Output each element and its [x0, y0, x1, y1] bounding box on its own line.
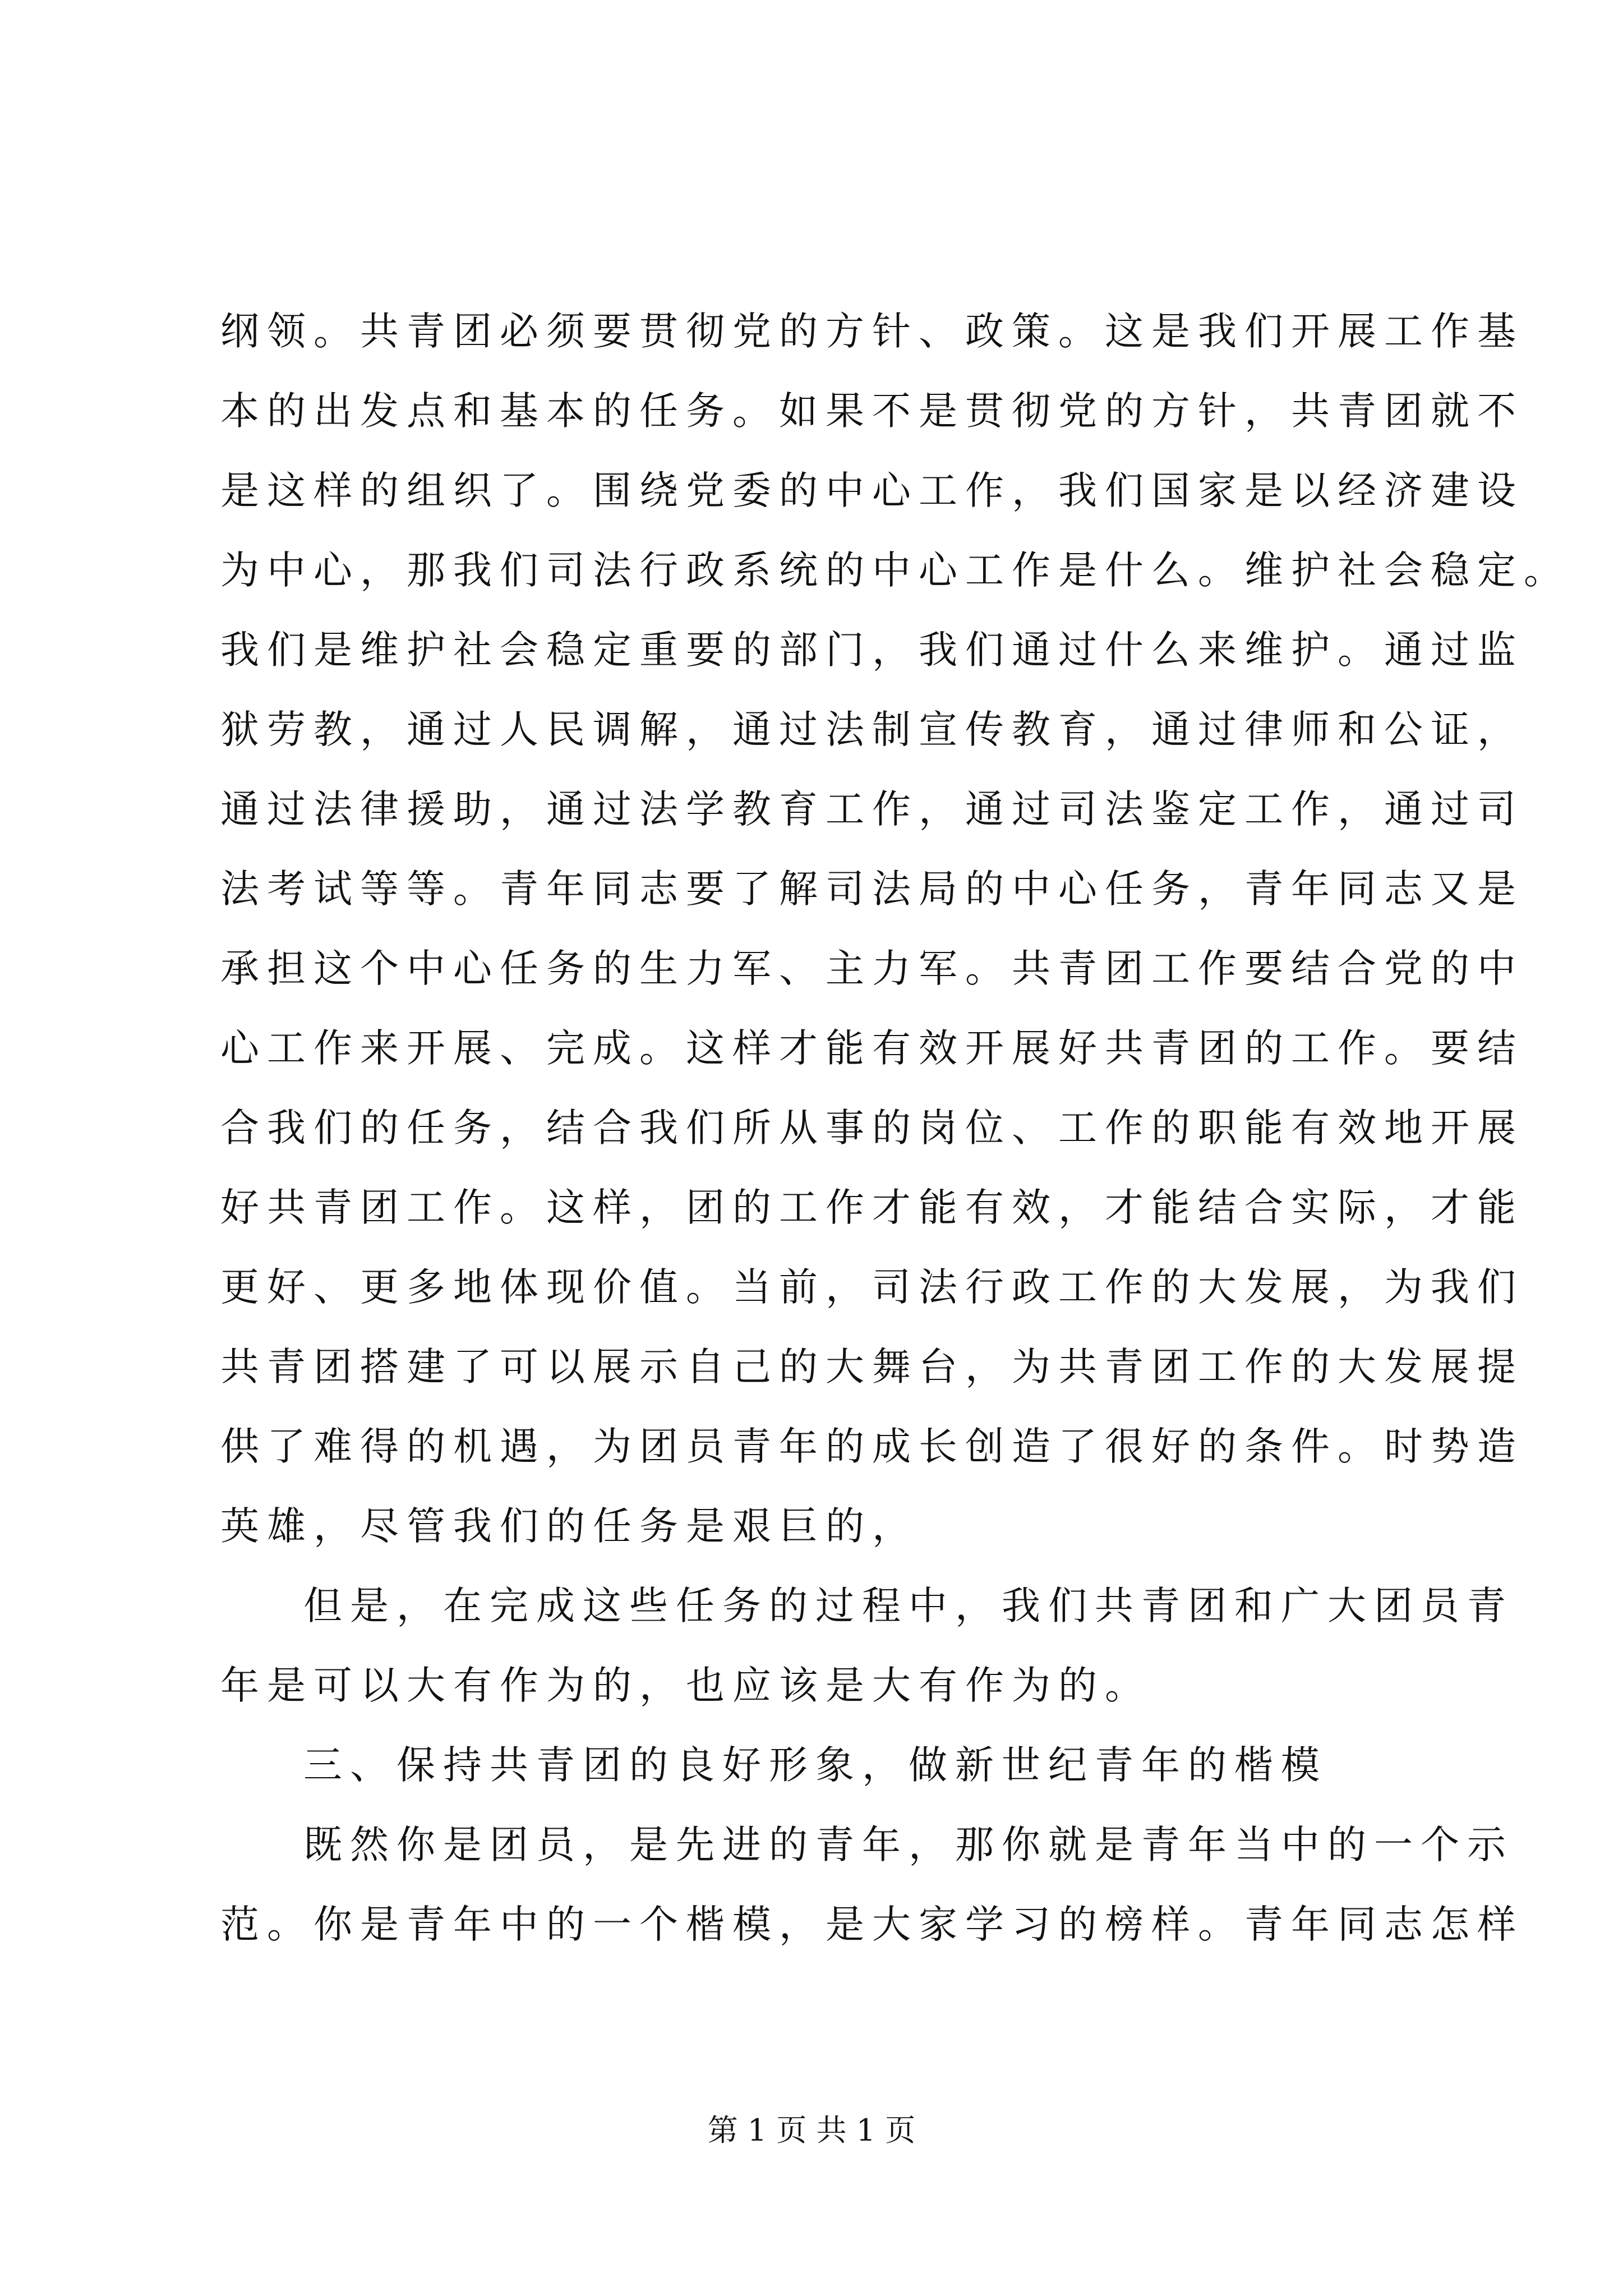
text-line: 狱劳教，通过人民调解，通过法制宣传教育，通过律师和公证，: [220, 707, 1524, 752]
text-line: 三、保持共青团的良好形象，做新世纪青年的楷模: [303, 1743, 1327, 1788]
page-footer: 第 1 页 共 1 页: [707, 2113, 916, 2148]
text-line: 合我们的任务，结合我们所从事的岗位、工作的职能有效地开展: [220, 1106, 1524, 1151]
text-line: 纲领。共青团必须要贯彻党的方针、政策。这是我们开展工作基: [220, 309, 1524, 354]
text-line: 供了难得的机遇，为团员青年的成长创造了很好的条件。时势造: [220, 1424, 1524, 1469]
text-line: 好共青团工作。这样，团的工作才能有效，才能结合实际，才能: [220, 1185, 1524, 1230]
text-line: 通过法律援助，通过法学教育工作，通过司法鉴定工作，通过司: [220, 787, 1524, 832]
text-line: 为中心，那我们司法行政系统的中心工作是什么。维护社会稳定。: [220, 548, 1570, 593]
text-line: 承担这个中心任务的生力军、主力军。共青团工作要结合党的中: [220, 946, 1524, 991]
text-line: 我们是维护社会稳定重要的部门，我们通过什么来维护。通过监: [220, 628, 1524, 673]
text-line: 范。你是青年中的一个楷模，是大家学习的榜样。青年同志怎样: [220, 1902, 1524, 1947]
text-line: 年是可以大有作为的，也应该是大有作为的。: [220, 1663, 1151, 1708]
text-line: 心工作来开展、完成。这样才能有效开展好共青团的工作。要结: [220, 1026, 1524, 1071]
text-line: 但是，在完成这些任务的过程中，我们共青团和广大团员青: [303, 1584, 1514, 1628]
text-line: 英雄，尽管我们的任务是艰巨的，: [220, 1504, 919, 1549]
text-line: 是这样的组织了。围绕党委的中心工作，我们国家是以经济建设: [220, 468, 1524, 513]
text-line: 本的出发点和基本的任务。如果不是贯彻党的方针，共青团就不: [220, 389, 1524, 434]
text-line: 共青团搭建了可以展示自己的大舞台，为共青团工作的大发展提: [220, 1345, 1524, 1389]
text-line: 既然你是团员，是先进的青年，那你就是青年当中的一个示: [303, 1823, 1514, 1867]
text-line: 更好、更多地体现价值。当前，司法行政工作的大发展，为我们: [220, 1265, 1524, 1310]
document-body: [220, 292, 1570, 1964]
text-line: 法考试等等。青年同志要了解司法局的中心任务，青年同志又是: [220, 867, 1524, 912]
